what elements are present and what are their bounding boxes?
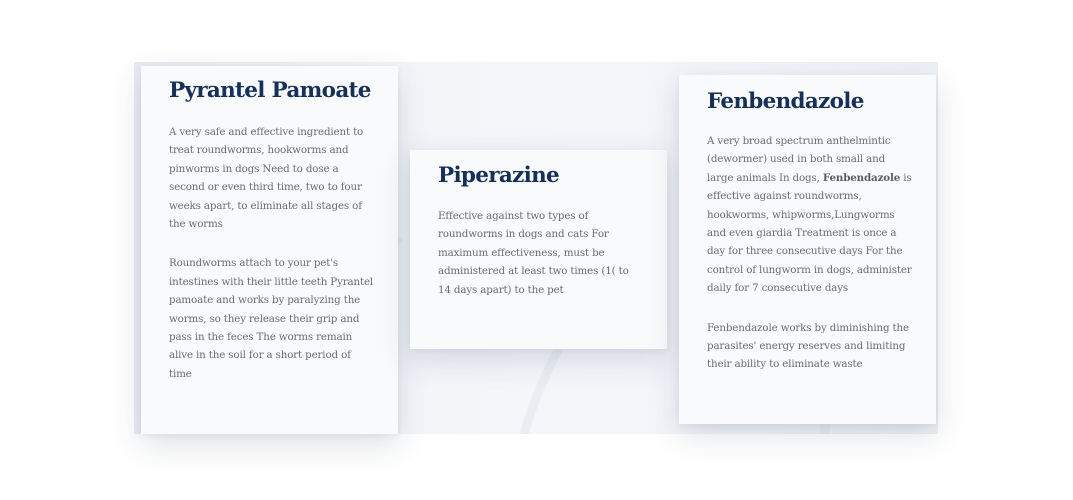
card-body [438, 207, 643, 320]
paragraph-text: A very broad spectrum anthelmintic (dewormer) used in both small and large animals In dogs, [707, 135, 891, 184]
card-piperazine [410, 150, 667, 349]
card-paragraph: Roundworms attach to your pet's intestines with their little teeth Pyrantel pamoate and works by paralyzing the worms, so they release their grip and pass in the feces The worms remain alive in the soil for a short period of time [169, 257, 374, 380]
card-paragraph: Fenbendazole works by diminishing the parasites' energy reserves and limiting their ability to eliminate waste [707, 321, 909, 371]
card-paragraph: A very safe and effective ingredient to treat roundworms, hookworms and pinworms in dogs Need to dose a second or even third time, two to four weeks apart, to eliminate all stages of the worms [169, 126, 364, 231]
card-paragraph [707, 132, 912, 298]
card-paragraph: Effective against two types of roundworms in dogs and cats For maximum effectiveness, must be administered at least two times (1( to 14 days apart) to the pet [438, 210, 629, 296]
paragraph-text: is effective against roundworms, hookworms, whipworms,Lungworms and even giardia Treatment is once a day for three consecutive days For the control of lungworm in dogs, administer daily for 7 consecutive days [707, 171, 912, 295]
card-title: Piperazine [438, 163, 559, 188]
card-pyrantel-pamoate [141, 66, 398, 434]
card-title: Pyrantel Pamoate [169, 78, 371, 103]
card-body [169, 123, 374, 404]
card-body [707, 132, 912, 395]
card-title: Fenbendazole [707, 89, 864, 114]
bold-drug-name: Fenbendazole [822, 171, 901, 184]
card-fenbendazole [679, 75, 936, 424]
